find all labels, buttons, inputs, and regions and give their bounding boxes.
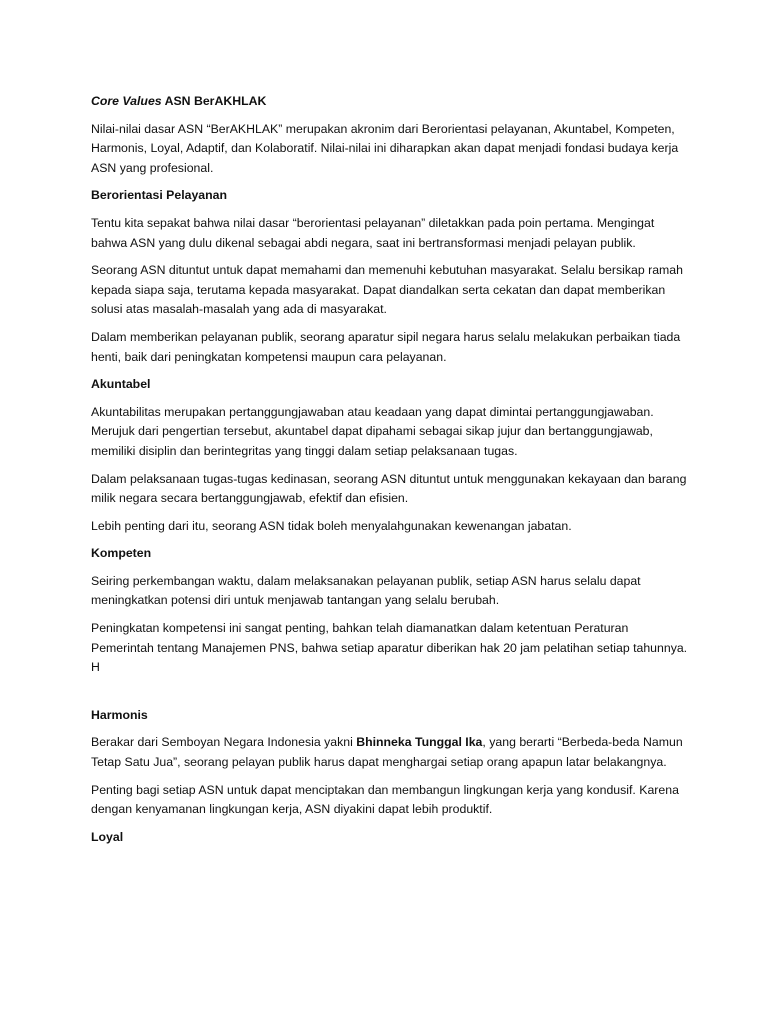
heading-loyal: Loyal	[91, 829, 124, 844]
kompeten-paragraph-1: Seiring perkembangan waktu, dalam melaksanakan pelayanan publik, setiap ASN harus selalu dapat meningkatkan potensi diri untuk menjawab tantangan yang selalu berubah.	[91, 573, 641, 608]
berorientasi-paragraph-2: Seorang ASN dituntut untuk dapat memahami dan memenuhi kebutuhan masyarakat. Selalu bersikap ramah kepada siapa saja, terutama kepada masyarakat. Dapat diandalkan serta cekatan dan dapat memberikan solusi atas masalah-masalah yang ada di masyarakat.	[91, 263, 683, 317]
document-page	[91, 92, 691, 855]
blank-line	[91, 686, 691, 706]
harmonis-paragraph-1	[91, 733, 691, 772]
harmonis-bold-motto: Bhinneka Tunggal Ika	[356, 735, 483, 750]
harmonis-text-before: Berakar dari Semboyan Negara Indonesia yakni	[91, 735, 357, 750]
berorientasi-paragraph-1: Tentu kita sepakat bahwa nilai dasar “berorientasi pelayanan” diletakkan pada poin pertama. Mengingat bahwa ASN yang dulu dikenal sebagai abdi negara, saat ini bertransformasi menjadi pelayan publik.	[91, 215, 655, 250]
intro-paragraph: Nilai-nilai dasar ASN “BerAKHLAK” merupakan akronim dari Berorientasi pelayanan, Akuntabel, Kompeten, Harmonis, Loyal, Adaptif, dan Kolaboratif. Nilai-nilai ini diharapkan akan dapat menjadi fondasi budaya kerja ASN yang profesional.	[91, 121, 679, 175]
document-title	[91, 92, 691, 112]
heading-harmonis: Harmonis	[91, 707, 148, 722]
akuntabel-paragraph-1: Akuntabilitas merupakan pertanggungjawaban atau keadaan yang dapat dimintai pertanggungjawaban. Merujuk dari pengertian tersebut, akuntabel dapat dipahami sebagai sikap jujur dan bertanggungjawab, memiliki disiplin dan berintegritas yang tinggi dalam setiap pelaksanaan tugas.	[91, 404, 654, 458]
title-italic: Core Values	[91, 94, 162, 108]
heading-kompeten: Kompeten	[91, 546, 152, 561]
title-rest: ASN BerAKHLAK	[161, 94, 267, 108]
kompeten-paragraph-2: Peningkatan kompetensi ini sangat penting, bahkan telah diamanatkan dalam ketentuan Peraturan Pemerintah tentang Manajemen PNS, bahwa setiap aparatur diberikan hak 20 jam pelatihan setiap tahunnya. H	[91, 621, 688, 675]
harmonis-paragraph-2: Penting bagi setiap ASN untuk dapat menciptakan dan membangun lingkungan kerja yang kondusif. Karena dengan kenyamanan lingkungan kerja, ASN diyakini dapat lebih produktif.	[91, 782, 679, 817]
heading-berorientasi: Berorientasi Pelayanan	[91, 188, 228, 203]
akuntabel-paragraph-2: Dalam pelaksanaan tugas-tugas kedinasan, seorang ASN dituntut untuk menggunakan kekayaan dan barang milik negara secara bertanggungjawab, efektif dan efisien.	[91, 471, 687, 506]
akuntabel-paragraph-3: Lebih penting dari itu, seorang ASN tidak boleh menyalahgunakan kewenangan jabatan.	[91, 518, 572, 533]
harmonis-text-after: , yang berarti “Berbeda-beda Namun Tetap Satu Jua”, seorang pelayan publik harus dapat menghargai setiap orang apapun latar belakangnya.	[91, 735, 683, 770]
heading-akuntabel: Akuntabel	[91, 377, 151, 392]
berorientasi-paragraph-3: Dalam memberikan pelayanan publik, seorang aparatur sipil negara harus selalu melakukan perbaikan tiada henti, baik dari peningkatan kompetensi maupun cara pelayanan.	[91, 329, 681, 364]
